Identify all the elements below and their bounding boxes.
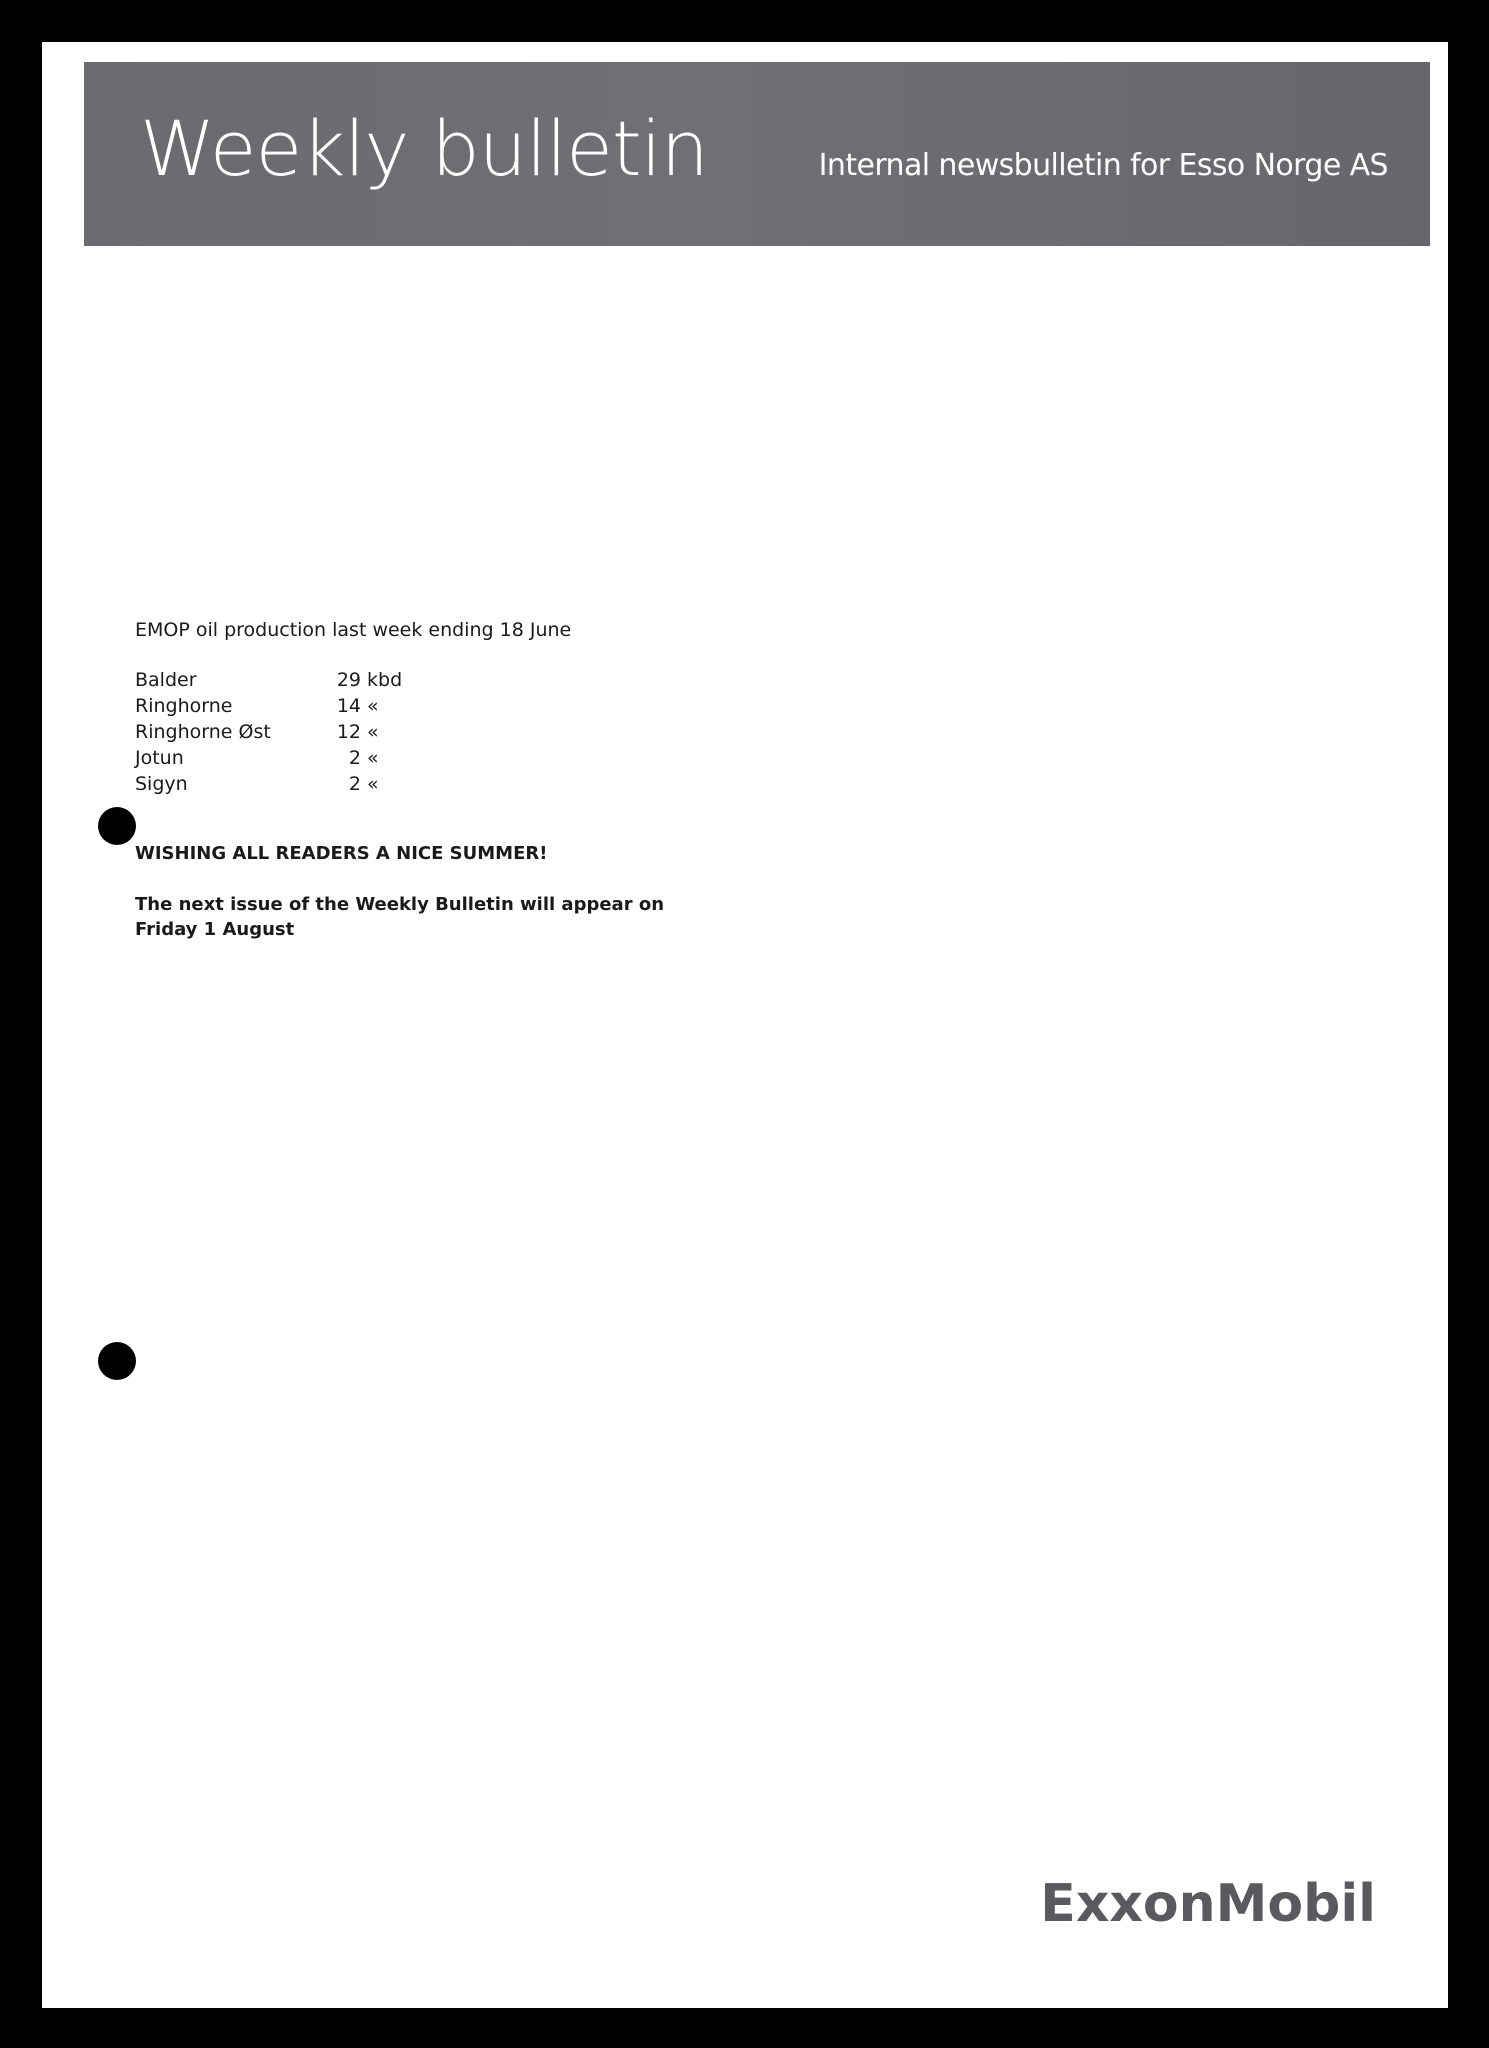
production-unit: « — [367, 721, 379, 743]
production-unit: « — [367, 773, 379, 795]
production-amount: 29 — [336, 669, 361, 691]
field-name: Ringhorne Øst — [135, 721, 271, 743]
field-name: Sigyn — [135, 773, 188, 795]
production-heading: EMOP oil production last week ending 18 June — [135, 619, 572, 641]
table-row — [135, 745, 427, 771]
field-name: Jotun — [135, 747, 184, 769]
production-amount: 2 — [348, 747, 361, 769]
bulletin-body — [135, 617, 735, 942]
production-unit: « — [367, 747, 379, 769]
bulletin-subtitle: Internal newsbulletin for Esso Norge AS — [818, 148, 1388, 183]
punch-hole — [98, 1342, 136, 1380]
production-unit: « — [367, 695, 379, 717]
production-amount: 14 — [336, 695, 361, 717]
field-name: Balder — [135, 669, 197, 691]
table-row — [135, 771, 427, 797]
production-unit: kbd — [367, 669, 403, 691]
production-amount: 12 — [336, 721, 361, 743]
summer-greeting: WISHING ALL READERS A NICE SUMMER! — [135, 843, 548, 864]
document-page — [42, 42, 1448, 2008]
production-table — [135, 667, 427, 797]
table-row — [135, 667, 427, 693]
table-row — [135, 693, 427, 719]
punch-hole — [98, 807, 136, 845]
bulletin-title: Weekly bulletin — [140, 104, 708, 193]
header-banner — [84, 62, 1430, 246]
exxonmobil-logo: ExxonMobil — [1040, 1874, 1376, 1934]
next-issue-notice: The next issue of the Weekly Bulletin will appear on Friday 1 August — [135, 894, 665, 940]
field-name: Ringhorne — [135, 695, 233, 717]
table-row — [135, 719, 427, 745]
production-amount: 2 — [348, 773, 361, 795]
